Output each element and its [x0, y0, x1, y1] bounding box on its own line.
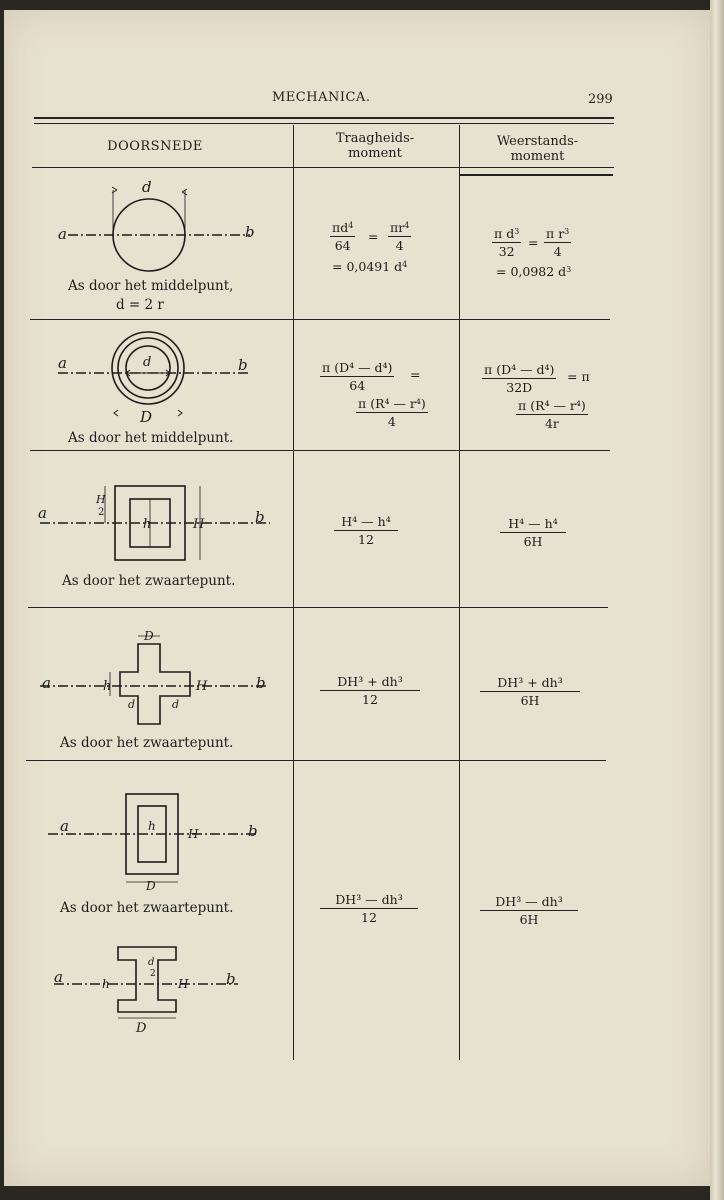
cross-label-H: H	[196, 679, 208, 694]
rect-label-a: a	[60, 817, 69, 835]
ibeam-label-D: D	[136, 1021, 147, 1036]
hollow-label-D: D	[140, 408, 153, 426]
hollow-circle-figure	[58, 332, 250, 416]
page-number: 299	[588, 92, 613, 107]
row1-resist-frac-1: π $d^3$ 32	[494, 226, 520, 259]
row1-inertia-eq: =	[368, 229, 379, 244]
square-label-b: b	[255, 508, 265, 526]
ibeam-label-a: a	[54, 968, 63, 986]
row1-resist-value: = 0,0982 $d^3$	[496, 264, 572, 279]
row2-resist-eq: = π	[567, 369, 590, 384]
row5-inertia-frac: DH³ — dh³ 12	[320, 892, 418, 925]
cross-label-a: a	[42, 674, 51, 692]
row1-inertia-frac-1: $\pi d^4$ 64	[332, 220, 354, 253]
ibeam-label-b: b	[226, 970, 236, 988]
row4-resist-frac: DH³ + dh³ 6H	[480, 675, 580, 708]
rect-label-H: H	[188, 827, 199, 841]
circle-label-b: b	[245, 223, 255, 241]
square-label-H: H	[193, 517, 205, 532]
circle-label-a: a	[58, 225, 67, 243]
square-label-a: a	[38, 504, 47, 522]
row2-caption: As door het middelpunt.	[68, 430, 234, 446]
row4-inertia-frac: DH³ + dh³ 12	[320, 674, 420, 707]
row1-caption-2: d = 2 r	[116, 297, 164, 313]
rect-label-D: D	[146, 879, 156, 893]
rect-label-h: h	[148, 819, 156, 833]
i-beam-figure	[54, 947, 238, 1018]
cross-figure	[40, 636, 268, 724]
rect-label-b: b	[248, 822, 258, 840]
row2-resist-frac-2: π (R⁴ — r⁴) 4r	[518, 398, 586, 431]
row1-inertia-value: = 0,0491 $d^4$	[332, 259, 408, 274]
cross-label-d1: d	[128, 698, 136, 711]
cross-label-h: h	[103, 679, 112, 694]
row2-inertia-frac-2: π (R⁴ — r⁴) 4	[358, 396, 426, 429]
column-header-resistance-1: Weerstands-	[496, 134, 579, 149]
column-header-section: DOORSNEDE	[107, 139, 203, 154]
column-header-inertia-1: Traagheids-	[335, 131, 415, 146]
row2-inertia-frac-1: π (D⁴ — d⁴) 64	[322, 360, 393, 393]
square-label-two: 2	[98, 507, 105, 518]
running-header: MECHANICA.	[272, 90, 371, 105]
hollow-rectangle-figure	[48, 794, 258, 882]
hollow-label-d: d	[143, 355, 152, 370]
row5-resist-frac: DH³ — dh³ 6H	[480, 894, 578, 927]
row1-inertia-frac-2: $\pi r^4$ 4	[390, 220, 410, 253]
row2-resist-frac-1: π (D⁴ — d⁴) 32D	[484, 362, 555, 395]
hollow-square-figure	[40, 486, 270, 560]
hollow-label-b: b	[238, 356, 248, 374]
row3-caption: As door het zwaartepunt.	[62, 573, 236, 589]
circle-label-d: d	[142, 178, 152, 196]
row1-resist-frac-2: π $r^3$ 4	[546, 226, 570, 259]
cross-label-d2: d	[172, 698, 180, 711]
ibeam-label-two: 2	[150, 969, 156, 979]
row3-inertia-frac: H⁴ — h⁴ 12	[334, 514, 398, 547]
circle-figure	[68, 187, 250, 271]
column-header-resistance-2: moment	[510, 149, 565, 164]
square-label-h: h	[143, 517, 152, 532]
cross-label-D: D	[144, 629, 154, 643]
square-label-Hhalf: H	[96, 493, 106, 506]
ibeam-label-d: d	[148, 957, 155, 968]
row4-caption: As door het zwaartepunt.	[60, 735, 234, 751]
ibeam-label-h: h	[102, 977, 110, 991]
row1-caption-1: As door het middelpunt,	[68, 278, 234, 294]
row2-inertia-eq: =	[410, 367, 421, 382]
row3-resist-frac: H⁴ — h⁴ 6H	[500, 516, 566, 549]
row5-caption: As door het zwaartepunt.	[60, 900, 234, 916]
row1-resist-eq: =	[528, 235, 539, 250]
hollow-label-a: a	[58, 354, 67, 372]
column-header-inertia-2: moment	[348, 146, 402, 161]
cross-label-b: b	[256, 674, 266, 692]
ibeam-label-H: H	[178, 977, 189, 991]
